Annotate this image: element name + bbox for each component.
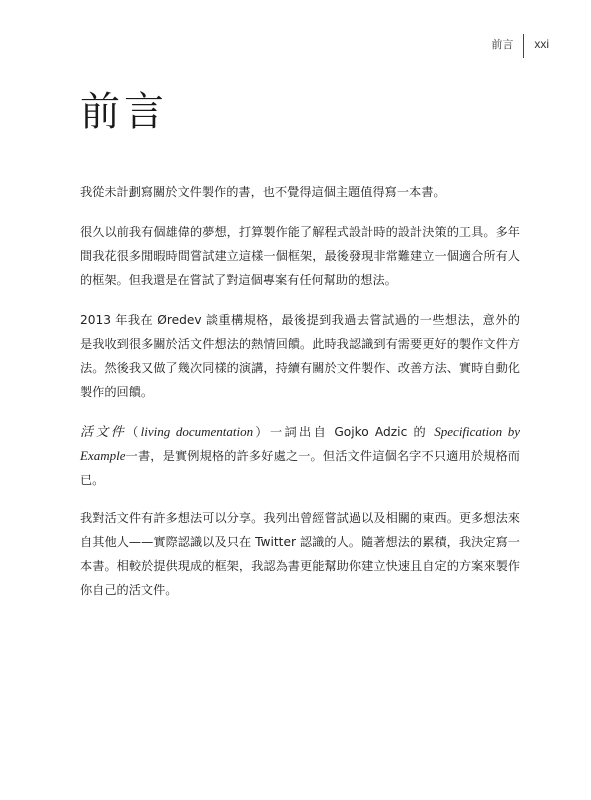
close-paren: ） [253,425,270,439]
book-title: Specification by Example [80,424,521,463]
paragraph-2: 很久以前我有個雄偉的夢想，打算製作能了解程式設計時的設計決策的工具。多年間我花很多閒暇時間嘗試建立這樣一個框架，最後發現非常難建立一個適合所有人的框架。但我還是在嘗試了對這個專案有任何幫助的想法。 [80,225,520,287]
page-number: xxi [534,37,549,51]
running-header [491,30,549,58]
paragraph-1: 我從未計劃寫關於文件製作的書，也不覺得這個主題值得寫一本書。 [80,185,446,199]
chapter-title: 前言 [80,89,168,135]
paragraph-5: 我對活文件有許多想法可以分享。我列出曾經嘗試過以及相關的東西。更多想法來自其他人——實際認識以及只在 Twitter 認識的人。隨著想法的累積，我決定寫一本書。相較於提供現成的框架，我認為書更能幫助你建立快速且自定的方案來製作你自己的活文件。 [80,511,520,597]
term-english: living documentation [140,424,254,439]
term-living-documentation: 活文件 [80,424,127,439]
paragraph-4 [80,420,520,492]
open-paren: （ [126,425,141,439]
paragraph-4-rest: 一書，是實例規格的許多好處之一。但活文件這個名字不只適用於規格而已。 [80,449,520,487]
running-header-section: 前言 [491,38,514,51]
body-text [80,180,520,618]
paragraph-4-mid: 一詞出自 Gojko Adzic 的 [269,425,429,439]
paragraph-3: 2013 年我在 Øredev 談重構規格，最後提到我過去嘗試過的一些想法，意外的是我收到很多關於活文件想法的熱情回饋。此時我認識到有需要更好的製作文件方法。然後我又做了幾次同樣的演講，持續有關於文件製作、改善方法、實時自動化製作的回饋。 [80,313,520,399]
